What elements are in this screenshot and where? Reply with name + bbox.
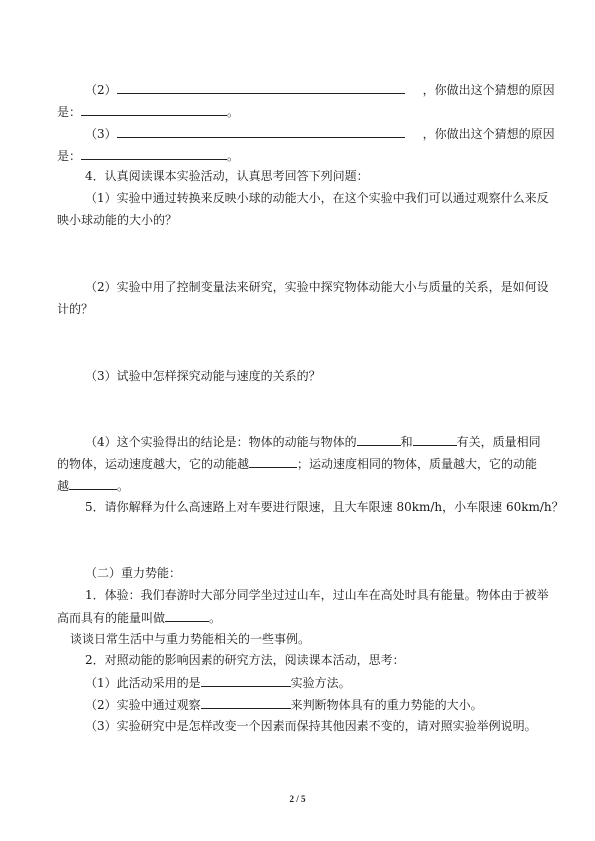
question-5: 5．请你解释为什么高速路上对车要进行限速，且大车限速 80km/h，小车限速 60km/h？ [85, 500, 564, 514]
blank-kinetic-2[interactable] [69, 478, 117, 490]
item2-q3: （3）实验研究中是怎样改变一个因素而保持其他因素不变的，请对照实验举例说明。 [85, 719, 537, 733]
discussion-line: 谈谈日常生活中与重力势能相关的一些事例。 [70, 632, 311, 646]
reason-2-head: 是： [57, 105, 82, 119]
experience-text: 高而具有的能量叫做 [57, 611, 166, 625]
blank-method[interactable] [201, 675, 291, 687]
question-4-4-line3 [57, 478, 129, 493]
section-4-heading: 4．认真阅读课本实验活动，认真思考回答下列问题： [85, 169, 369, 183]
blank-observe[interactable] [201, 697, 291, 709]
question-4-4-text-a: （4）这个实验得出的结论是：物体的动能与物体的 [85, 435, 357, 449]
guess-2-blank[interactable] [117, 82, 405, 94]
question-4-4-text-c: 有关，质量相同 [456, 435, 541, 449]
reason-3-line [57, 148, 239, 163]
question-4-4-line1 [85, 434, 541, 449]
question-4-4-text-d: 的物体，运动速度越大，它的动能越 [57, 457, 250, 471]
question-4-2-line1: （2）实验中用了控制变量法来研究，实验中探究物体动能大小与质量的关系，是如何设 [85, 280, 549, 294]
reason-2-line [57, 104, 239, 119]
guess-3-line [85, 126, 555, 141]
item2-q1 [85, 675, 351, 690]
reason-2-blank[interactable] [81, 104, 227, 116]
question-4-2-line2: 计的？ [57, 302, 94, 316]
guess-3-tail: ，你做出这个猜想的原因 [422, 127, 555, 141]
section-2-item2: 2．对照动能的影响因素的研究方法，阅读课本活动，思考： [85, 653, 405, 667]
item2-q2-text-b: 来判断物体具有的重力势能的大小。 [290, 698, 483, 712]
blank-energy-name[interactable] [165, 610, 209, 622]
question-4-4-text-g: 。 [117, 479, 130, 493]
question-4-4-line2 [57, 456, 537, 471]
blank-factor-2[interactable] [413, 434, 457, 446]
question-4-4-text-b: 和 [400, 435, 413, 449]
guess-2-label: （2） [85, 83, 117, 97]
page-number: 2 / 5 [289, 794, 306, 804]
experience-line1: 1．体验：我们春游时大部分同学坐过过山车，过山车在高处时具有能量。物体由于被举 [85, 588, 549, 602]
reason-2-tail: 。 [227, 105, 240, 119]
item2-q2 [85, 697, 483, 712]
guess-2-line [85, 82, 555, 97]
section-2-heading: （二）重力势能： [85, 566, 182, 580]
item2-q2-text-a: （2）实验中通过观察 [85, 698, 201, 712]
question-4-4-text-f: 越 [57, 479, 70, 493]
blank-kinetic-1[interactable] [249, 456, 297, 468]
question-4-4-text-e: ；运动速度相同的物体，质量越大，它的动能 [297, 457, 538, 471]
reason-3-tail: 。 [227, 149, 240, 163]
question-4-1-line2: 映小球动能的大小的？ [57, 213, 178, 227]
item2-q1-text-a: （1）此活动采用的是 [85, 676, 201, 690]
guess-3-blank[interactable] [117, 126, 405, 138]
reason-3-head: 是： [57, 149, 82, 163]
question-4-3: （3）试验中怎样探究动能与速度的关系的？ [85, 369, 321, 383]
blank-factor-1[interactable] [357, 434, 401, 446]
experience-line2 [57, 610, 221, 625]
item2-q1-text-b: 实验方法。 [290, 676, 351, 690]
guess-2-tail: ，你做出这个猜想的原因 [422, 83, 555, 97]
experience-end: 。 [209, 611, 222, 625]
reason-3-blank[interactable] [81, 148, 227, 160]
question-4-1-line1: （1）实验中通过转换来反映小球的动能大小，在这个实验中我们可以通过观察什么来反 [85, 191, 549, 205]
guess-3-label: （3） [85, 127, 117, 141]
